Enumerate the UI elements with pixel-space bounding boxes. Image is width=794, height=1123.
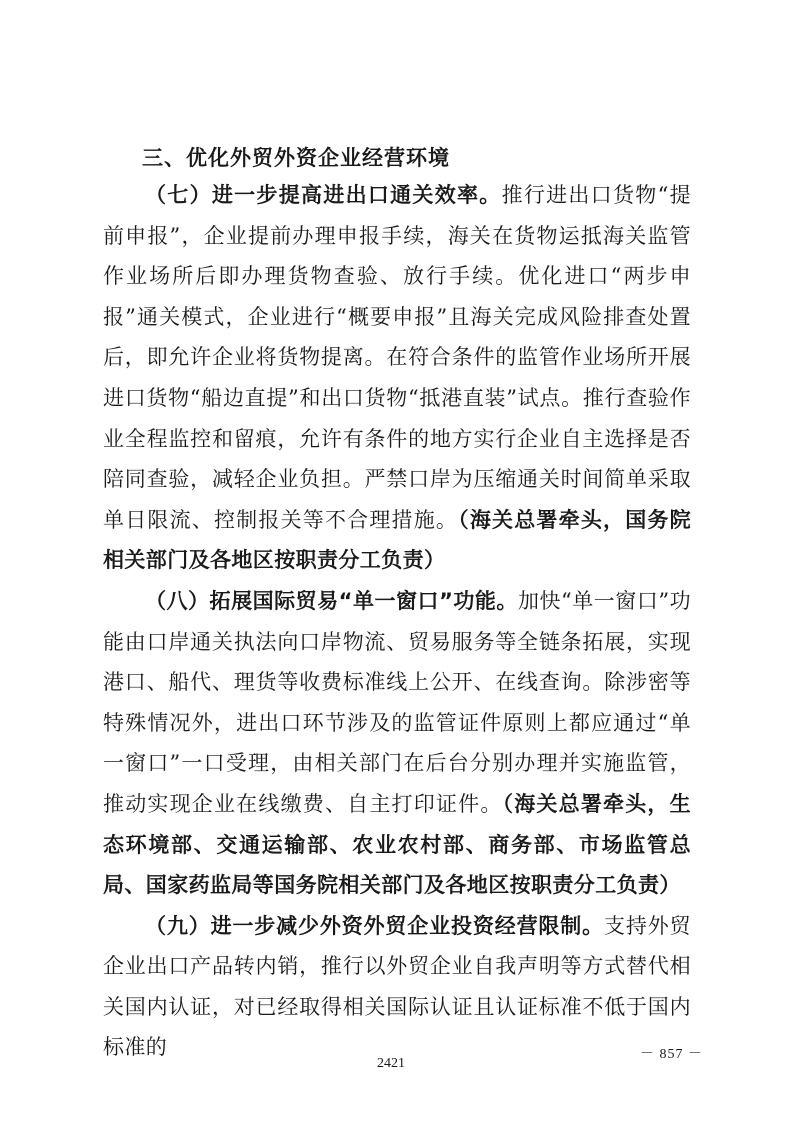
paragraph-body: 支持外贸企业出口产品转内销，推行以外贸企业自我声明等方式替代相关国内认证，对已经取得相关国际认证且认证标准不低于国内标准的 [103, 913, 691, 1060]
paragraph-9 [103, 906, 691, 1068]
paragraph-lead: （九）进一步减少外资外贸企业投资经营限制。 [145, 913, 605, 938]
paragraph-responsibility: （海关总署牵头，生态环境部、交通运输部、农业农村部、商务部、市场监管总局、国家药监局等国务院相关部门及各地区按职责分工负责） [103, 791, 691, 898]
paragraph-8 [103, 581, 691, 906]
paragraph-body: 加快“单一窗口”功能由口岸通关执法向口岸物流、贸易服务等全链条拓展，实现港口、船代、理货等收费标准线上公开、在线查询。除涉密等特殊情况外，进出口环节涉及的监管证件原则上都应通过“单一窗口”一口受理，由相关部门在后台分别办理并实施监管，推动实现企业在线缴费、自主打印证件。 [103, 588, 691, 816]
paragraph-lead: （七）进一步提高进出口通关效率。 [145, 183, 502, 207]
paragraph-body: 推行进出口货物“提前申报”，企业提前办理申报手续，海关在货物运抵海关监管作业场所后即办理货物查验、放行手续。优化进口“两步申报”通关模式，企业进行“概要申报”且海关完成风险排查处置后，即允许企业将货物提离。在符合条件的监管作业场所开展进口货物“船边直提”和出口货物“抵港直装”试点。推行查验作业全程监控和留痕，允许有条件的地方实行企业自主选择是否陪同查验，减轻企业负担。严禁口岸为压缩通关时间简单采取单日限流、控制报关等不合理措施。 [103, 183, 691, 532]
section-heading: 三、优化外贸外资企业经营环境 [142, 146, 450, 170]
paragraph-7 [103, 175, 691, 581]
body-text [103, 175, 691, 1068]
page-number-right: － 857 － [640, 1047, 703, 1062]
page-number-center: 2421 [377, 1056, 405, 1071]
paragraph-responsibility: （海关总署牵头，国务院相关部门及各地区按职责分工负责） [103, 507, 691, 573]
paragraph-lead: （八）拓展国际贸易“单一窗口”功能。 [145, 588, 518, 613]
